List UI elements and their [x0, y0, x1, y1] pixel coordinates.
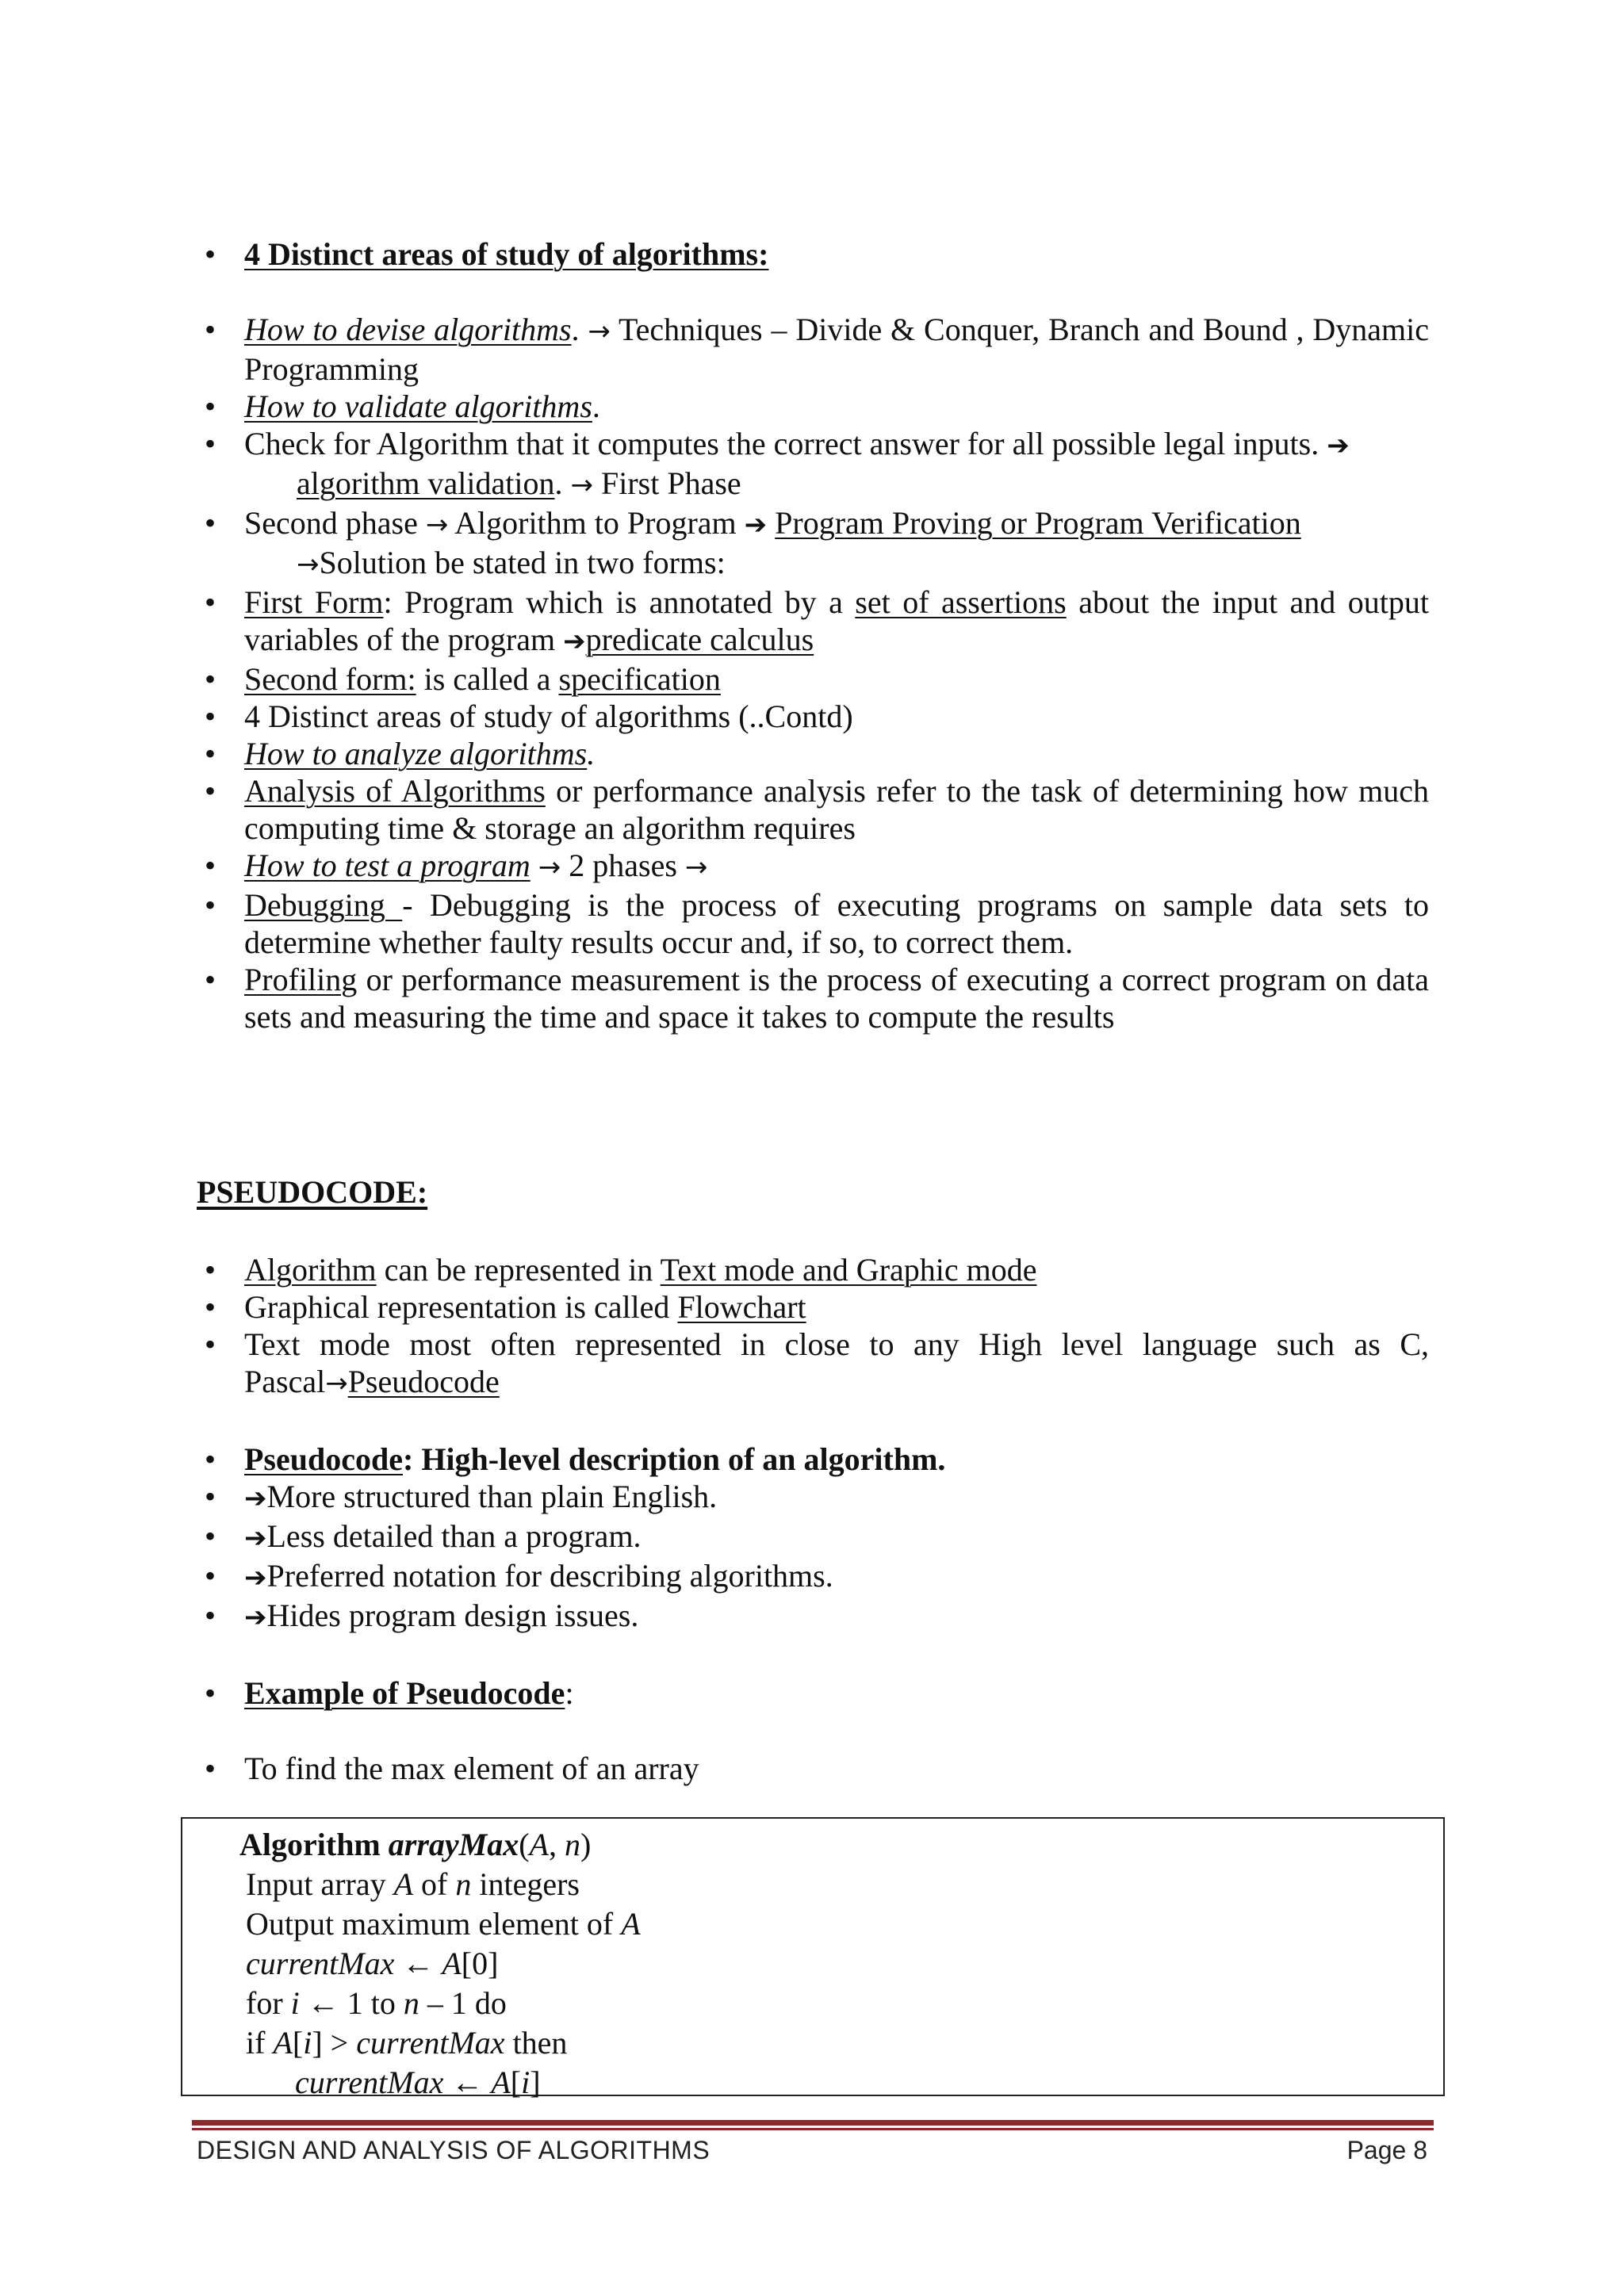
item-term: First Form	[244, 584, 384, 620]
spacer	[205, 1402, 1429, 1441]
code-var: currentMax	[356, 2025, 505, 2061]
item-term: specification	[558, 661, 721, 697]
algorithm-line	[182, 2023, 1443, 2063]
item-term: How to validate algorithms	[244, 388, 592, 424]
bullet-icon: •	[205, 1326, 216, 1362]
algorithm-header	[182, 1825, 1443, 1865]
item-text: More structured than plain English.	[266, 1479, 718, 1514]
code-text: – 1 do	[419, 1985, 507, 2021]
item-text	[767, 505, 775, 541]
item-text: Text mode most often represented in close to any High level language such as C, Pascal	[244, 1326, 1429, 1399]
list-item	[205, 1478, 1429, 1517]
arrow-icon: ➔	[244, 1522, 267, 1554]
code-text: integers	[471, 1866, 580, 1902]
item-text: is called a	[416, 661, 559, 697]
arrow-icon: →	[684, 851, 708, 883]
item-term: algorithm validation	[297, 465, 555, 501]
item-text: Less detailed than a program.	[266, 1518, 642, 1554]
list-item	[205, 235, 1429, 273]
list-item	[205, 772, 1429, 847]
bullet-icon: •	[205, 505, 216, 541]
arrow-icon: →	[325, 1368, 348, 1399]
arrow-icon: ➔	[244, 1601, 267, 1633]
bullet-icon: •	[205, 1518, 216, 1554]
item-text: To find the max element of an array	[244, 1751, 699, 1786]
code-var: currentMax	[295, 2064, 444, 2100]
code-var: A	[442, 1946, 462, 1981]
bullet-icon: •	[205, 1289, 216, 1325]
item-term: Pseudocode	[347, 1364, 500, 1399]
code-text: ← 1 to	[299, 1985, 404, 2021]
algorithm-line	[182, 1904, 1443, 1944]
spacer	[205, 1712, 1429, 1750]
item-text: or performance measurement is the process of executing a correct program on data sets and measuring the time and space it takes to compute the results	[244, 962, 1429, 1035]
bullet-icon: •	[205, 236, 216, 272]
code-text: ←	[443, 2064, 492, 2100]
list-item	[205, 584, 1429, 660]
item-text: :	[565, 1675, 574, 1711]
arrow-icon: →	[588, 316, 611, 347]
item-term: Debugging	[244, 887, 403, 923]
item-text: .	[571, 312, 588, 347]
item-text: Preferred notation for describing algorithms.	[266, 1558, 833, 1594]
item-term: Flowchart	[677, 1289, 806, 1325]
code-text: [0]	[461, 1946, 499, 1981]
arrow-icon: ➔	[563, 626, 586, 657]
footer-rule-thin	[192, 2128, 1434, 2130]
code-text: [	[292, 2025, 304, 2061]
bullet-icon: •	[205, 661, 216, 697]
algorithm-line	[182, 2063, 1443, 2103]
code-var: A	[621, 1906, 641, 1942]
list-item	[205, 660, 1429, 698]
item-text: First Phase	[593, 465, 741, 501]
footer-title: DESIGN AND ANALYSIS OF ALGORITHMS	[197, 2136, 710, 2164]
item-term: Program Proving or Program Verification	[775, 505, 1301, 541]
arrow-icon: ➔	[744, 509, 768, 541]
code-var: i	[521, 2064, 530, 2100]
list-item	[205, 961, 1429, 1035]
list-item	[205, 1557, 1429, 1597]
bullet-icon: •	[205, 1598, 216, 1633]
item-text: - Debugging is the process of executing programs on sample data sets to determine whether faulty results occur and, if so, to correct them.	[244, 887, 1429, 960]
list-item	[205, 698, 1429, 735]
spacer	[205, 273, 1429, 311]
code-var: A	[393, 1866, 414, 1902]
list-item	[205, 425, 1429, 504]
code-text: )	[580, 1827, 592, 1862]
item-text: Solution be stated in two forms:	[319, 545, 726, 580]
item-text: Hides program design issues.	[266, 1598, 639, 1633]
bullet-icon: •	[205, 312, 216, 347]
bullet-icon: •	[205, 848, 216, 883]
code-text: ]	[530, 2064, 541, 2100]
item-text	[530, 848, 538, 883]
arrow-icon: ➔	[1327, 430, 1350, 461]
item-term: set of assertions	[855, 584, 1067, 620]
code-text: of	[413, 1866, 456, 1902]
code-text: ,	[548, 1827, 565, 1862]
bullet-icon: •	[205, 388, 216, 424]
code-var: i	[303, 2025, 312, 2061]
arrow-icon: →	[538, 851, 561, 883]
list-item	[205, 1674, 1429, 1712]
bullet-icon: •	[205, 1751, 216, 1786]
list-item	[205, 1517, 1429, 1557]
page-number: Page 8	[1346, 2136, 1427, 2164]
code-text: Input array	[246, 1866, 394, 1902]
item-continuation	[244, 465, 1429, 504]
spacer	[205, 1636, 1429, 1674]
algorithm-line	[182, 1984, 1443, 2023]
bullet-icon: •	[205, 773, 216, 809]
code-var: A	[273, 2025, 293, 2061]
item-term: Algorithm	[244, 1252, 377, 1288]
item-term: Example of Pseudocode	[244, 1675, 565, 1711]
item-term: How to devise algorithms	[244, 312, 572, 347]
code-var: A	[491, 2064, 511, 2100]
code-text: [	[510, 2064, 522, 2100]
list-item	[205, 735, 1429, 772]
item-text: : High-level description of an algorithm.	[403, 1441, 946, 1477]
item-term: Analysis of Algorithms	[244, 773, 546, 809]
footer-rule	[192, 2120, 1434, 2131]
arrow-icon: ➔	[244, 1562, 267, 1594]
item-text: Second phase	[244, 505, 426, 541]
item-text: can be represented in	[376, 1252, 661, 1288]
pseudocode-list	[205, 1251, 1429, 1787]
code-var: n	[564, 1827, 580, 1862]
algorithm-line	[182, 1865, 1443, 1904]
item-continuation	[244, 544, 1429, 584]
list-item	[205, 1251, 1429, 1288]
list-item	[205, 886, 1429, 961]
code-var: i	[290, 1985, 300, 2021]
arrow-icon: →	[570, 469, 593, 501]
bullet-icon: •	[205, 1479, 216, 1514]
item-text: or performance analysis refer to the task of determining how much computing time & storage an algorithm requires	[244, 773, 1430, 846]
item-text: 2 phases	[561, 848, 685, 883]
bullet-icon: •	[205, 698, 216, 734]
bullet-icon: •	[205, 1558, 216, 1594]
bullet-icon: •	[205, 1675, 216, 1711]
code-var: n	[403, 1985, 419, 2021]
code-text: then	[504, 2025, 568, 2061]
algorithm-box	[181, 1817, 1445, 2100]
list-item	[205, 847, 1429, 886]
bullet-icon: •	[205, 962, 216, 997]
arrow-icon: →	[297, 549, 320, 580]
footer-rule-thick	[192, 2120, 1434, 2126]
study-areas-list	[205, 235, 1429, 1035]
item-term: Pseudocode	[244, 1441, 403, 1477]
item-text: Graphical representation is called	[244, 1289, 678, 1325]
algorithm-name: arrayMax	[388, 1827, 519, 1862]
code-text: ←	[394, 1946, 442, 1981]
bullet-icon: •	[205, 1441, 216, 1477]
item-text: : Program which is annotated by a	[383, 584, 856, 620]
item-term: Text mode and Graphic mode	[660, 1252, 1037, 1288]
code-var: A	[529, 1827, 549, 1862]
item-term: Profiling	[244, 962, 358, 997]
item-text: Algorithm to Program	[448, 505, 745, 541]
section-heading: PSEUDOCODE:	[197, 1174, 428, 1210]
item-text: Check for Algorithm that it computes the correct answer for all possible legal inputs.	[244, 426, 1327, 461]
list-item	[205, 504, 1429, 584]
item-text: .	[592, 388, 600, 424]
item-text: .	[554, 465, 571, 501]
bullet-icon: •	[205, 887, 216, 923]
item-term: predicate calculus	[585, 622, 814, 657]
arrow-icon: →	[425, 509, 449, 541]
item-text: Techniques – Divide & Conquer, Branch and Bound , Dynamic Programming	[244, 312, 1429, 387]
item-term: How to analyze algorithms	[244, 736, 588, 771]
keyword: Algorithm	[239, 1827, 389, 1862]
list-item	[205, 1288, 1429, 1326]
code-text: ] >	[312, 2025, 357, 2061]
arrow-icon: ➔	[244, 1483, 267, 1514]
item-term: Second form:	[244, 661, 416, 697]
code-text: Output maximum element of	[246, 1906, 622, 1942]
list-item	[205, 1597, 1429, 1636]
code-text: (	[519, 1827, 530, 1862]
code-text: for	[246, 1985, 291, 2021]
item-text: 4 Distinct areas of study of algorithms (..Contd)	[244, 698, 853, 734]
list-item	[205, 311, 1429, 388]
code-text: if	[246, 2025, 274, 2061]
bullet-icon: •	[205, 1252, 216, 1288]
algorithm-line	[182, 1944, 1443, 1984]
list-item	[205, 1326, 1429, 1402]
bullet-icon: •	[205, 736, 216, 771]
code-var: currentMax	[246, 1946, 395, 1981]
section-heading: 4 Distinct areas of study of algorithms:	[244, 236, 769, 272]
code-var: n	[455, 1866, 472, 1902]
item-term: How to test a program	[244, 848, 530, 883]
item-text: about the input and output variables of the program	[244, 584, 1429, 657]
item-text: .	[587, 736, 596, 771]
list-item	[205, 1750, 1429, 1787]
bullet-icon: •	[205, 584, 216, 620]
bullet-icon: •	[205, 426, 216, 461]
list-item	[205, 388, 1429, 425]
list-item	[205, 1441, 1429, 1478]
